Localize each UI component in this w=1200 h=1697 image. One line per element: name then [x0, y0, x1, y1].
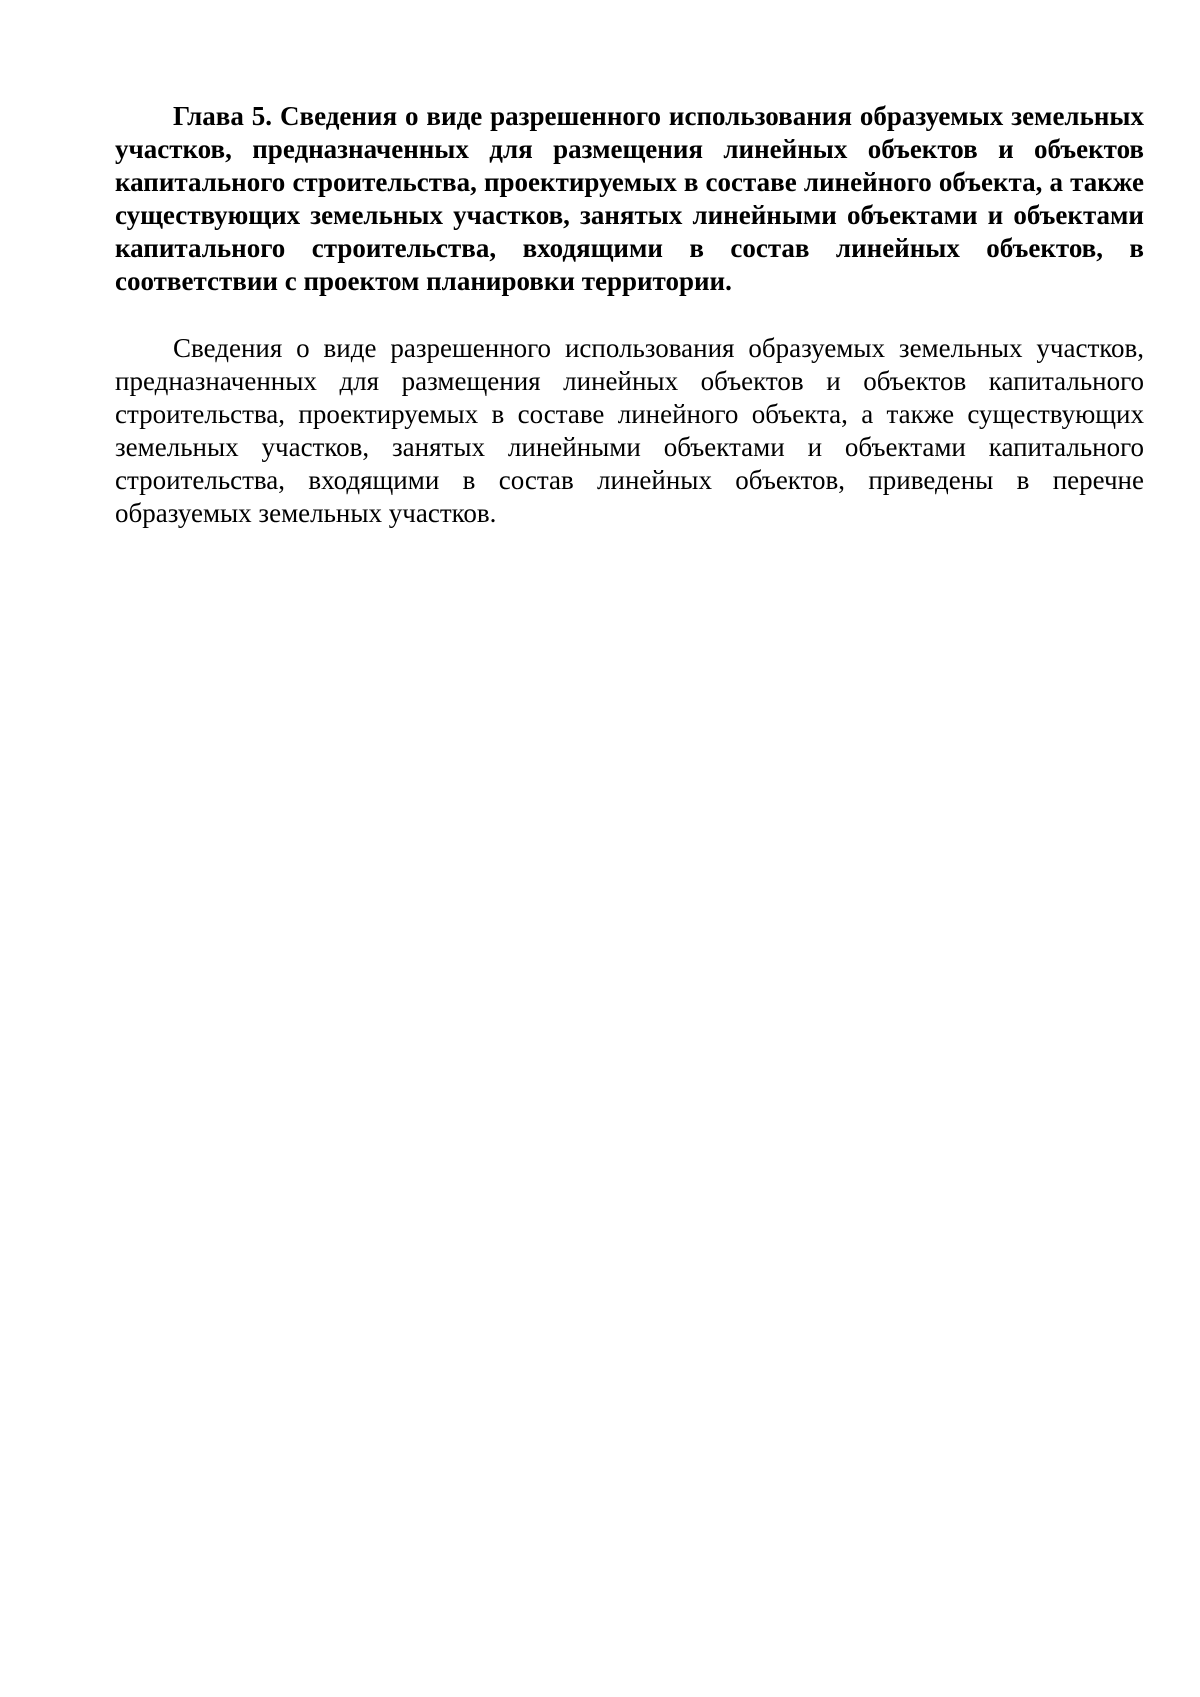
- chapter-heading: Глава 5. Сведения о виде разрешенного использования образуемых земельных участков, предназначенных для размещения линейных объектов и объектов капитального строительства, проектируемых в составе линейного объекта, а также существующих земельных участков, занятых линейными объектами и объектами капитального строительства, входящими в состав линейных объектов, в соответствии с проектом планировки территории.: [115, 101, 1144, 296]
- body-paragraph: Сведения о виде разрешенного использования образуемых земельных участков, предназначенных для размещения линейных объектов и объектов капитального строительства, проектируемых в составе линейного объекта, а также существующих земельных участков, занятых линейными объектами и объектами капитального строительства, входящими в состав линейных объектов, приведены в перечне образуемых земельных участков.: [115, 333, 1144, 528]
- page-content: [115, 100, 1144, 530]
